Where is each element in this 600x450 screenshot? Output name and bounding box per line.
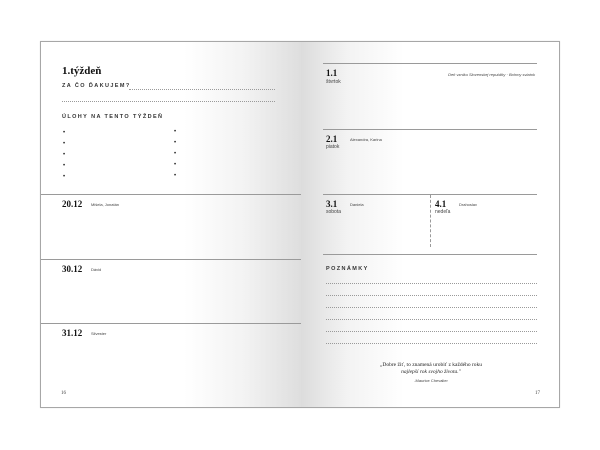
- thanks-line: [129, 89, 275, 90]
- thanks-line: [62, 101, 275, 102]
- date-label: 20.12: [62, 199, 83, 209]
- date-label: 2.1: [326, 134, 338, 144]
- task-bullet: •: [174, 129, 177, 135]
- name-day: Dávid: [91, 267, 102, 272]
- task-bullet: •: [174, 162, 177, 168]
- thanks-heading: ZA ČO ĎAKUJEM?: [62, 83, 131, 89]
- name-day: Mišela, Jonatán: [91, 202, 120, 207]
- left-page: [41, 42, 301, 407]
- page-number: 17: [535, 391, 540, 396]
- task-bullet: •: [63, 130, 66, 136]
- quote-author: -Maurice Chevalier: [414, 378, 448, 383]
- weekend-separator: [430, 195, 431, 247]
- weekday: piatok: [326, 144, 340, 150]
- task-bullet: •: [63, 163, 66, 169]
- tasks-heading: ÚLOHY NA TENTO TÝŽDEŇ: [62, 114, 164, 120]
- task-bullet: •: [63, 174, 66, 180]
- quote-line: najlepší rok svojho života.": [401, 369, 461, 375]
- task-bullet: •: [174, 173, 177, 179]
- right-page: [301, 42, 559, 407]
- weekday: sobota: [326, 209, 342, 215]
- name-day: Daniela: [350, 202, 364, 207]
- date-label: 4.1: [435, 199, 447, 209]
- planner-spread: [40, 41, 560, 408]
- divider: [41, 259, 301, 260]
- date-label: 30.12: [62, 264, 83, 274]
- page-number: 16: [61, 391, 66, 396]
- note-line: [326, 343, 537, 344]
- holiday-label: Deň vzniku Slovenskej republiky · Bohmy sviatok: [448, 72, 535, 77]
- divider: [323, 129, 537, 130]
- divider: [41, 323, 301, 324]
- date-label: 3.1: [326, 199, 338, 209]
- note-line: [326, 307, 537, 308]
- divider: [323, 254, 537, 255]
- date-label: 1.1: [326, 68, 338, 78]
- name-day: Alexandra, Karina: [350, 137, 382, 142]
- divider: [41, 194, 301, 195]
- name-day: Silvester: [91, 331, 107, 336]
- divider: [323, 63, 537, 64]
- date-label: 31.12: [62, 328, 83, 338]
- note-line: [326, 331, 537, 332]
- note-line: [326, 319, 537, 320]
- task-bullet: •: [174, 140, 177, 146]
- name-day: Drahoslav: [459, 202, 478, 207]
- task-bullet: •: [63, 152, 66, 158]
- week-title: 1.týždeň: [62, 65, 102, 77]
- task-bullet: •: [174, 151, 177, 157]
- task-bullet: •: [63, 141, 66, 147]
- quote-line: „Dobre žiť, to znamená urobiť z každého roku: [379, 362, 483, 368]
- notes-heading: POZNÁMKY: [326, 266, 369, 272]
- weekday: nedeľa: [435, 209, 451, 215]
- note-line: [326, 295, 537, 296]
- weekday: štvrtok: [326, 79, 341, 85]
- note-line: [326, 283, 537, 284]
